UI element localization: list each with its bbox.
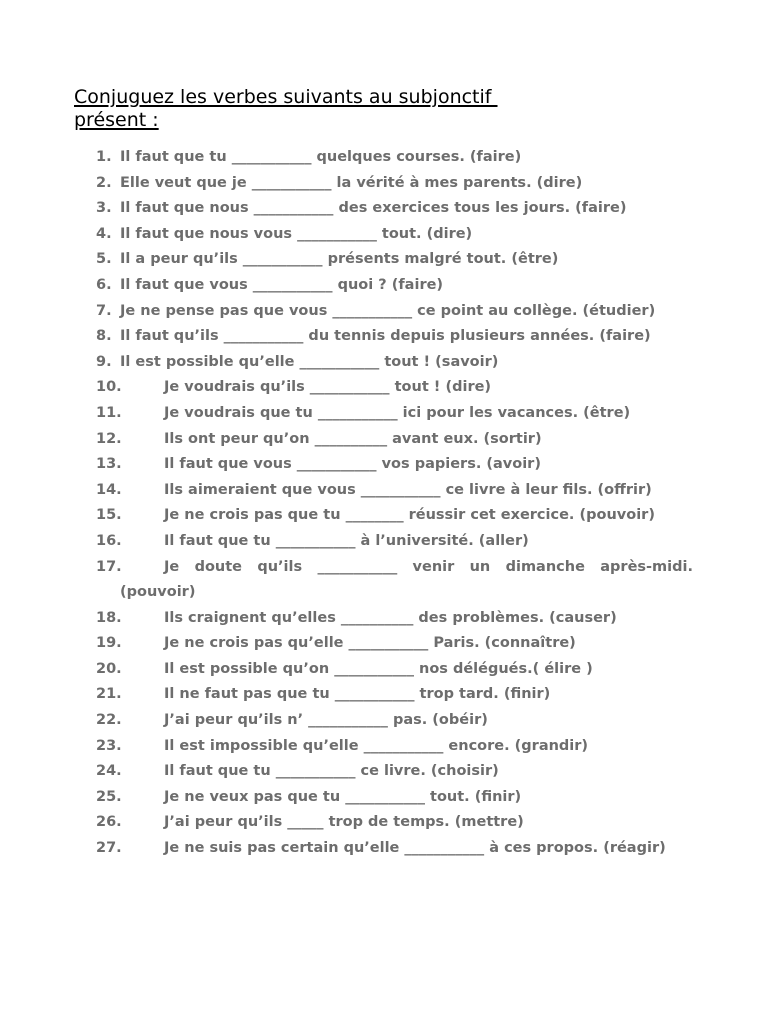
item-text: Je voudrais que tu ___________ ici pour les vacances. (être): [164, 404, 631, 421]
item-text: J’ai peur qu’ils _____ trop de temps. (mettre): [164, 814, 524, 831]
item-text: Ils aimeraient que vous ___________ ce livre à leur fils. (offrir): [164, 481, 652, 498]
item-text: Ils ont peur qu’on __________ avant eux. (sortir): [164, 430, 542, 447]
exercise-item: [0, 273, 768, 299]
item-text: Il faut que tu ___________ à l’université. (aller): [164, 532, 529, 549]
item-number: 19.: [96, 635, 122, 652]
item-number: 14.: [96, 481, 122, 498]
item-text: Ils craignent qu’elles __________ des problèmes. (causer): [164, 609, 617, 626]
item-text: J’ai peur qu’ils n’ ___________ pas. (obéir): [164, 712, 488, 729]
item-text: Je ne crois pas que tu ________ réussir cet exercice. (pouvoir): [164, 507, 655, 524]
item-text: Il faut que tu ___________ quelques courses. (faire): [120, 149, 522, 165]
item-number: 27.: [96, 840, 122, 857]
item-number: 4.: [96, 225, 112, 242]
exercise-item: [0, 682, 768, 708]
exercise-item: [0, 401, 768, 427]
item-text: Il ne faut pas que tu ___________ trop tard. (finir): [164, 686, 551, 703]
item-number: 5.: [96, 251, 112, 268]
exercise-item: [0, 836, 768, 862]
page-title: Conjuguez les verbes suivants au subjonctif présent :: [74, 86, 492, 131]
exercise-item: [0, 555, 768, 606]
item-number: 7.: [96, 302, 112, 319]
item-number: 9.: [96, 353, 112, 370]
exercise-item: [0, 375, 768, 401]
exercise-item: [0, 529, 768, 555]
item-text: Je ne pense pas que vous ___________ ce point au collège. (étudier): [120, 302, 656, 319]
item-text: Il faut que nous vous ___________ tout. (dire): [120, 225, 473, 242]
item-number: 21.: [96, 686, 122, 703]
item-number: 24.: [96, 763, 122, 780]
item-number: 10.: [96, 379, 122, 396]
exercise-item: [0, 196, 768, 222]
item-number: 23.: [96, 737, 122, 754]
exercise-item: [0, 759, 768, 785]
item-number: 12.: [96, 430, 122, 447]
item-number: 17.: [96, 558, 122, 575]
item-number: 11.: [96, 404, 122, 421]
exercise-item: [0, 734, 768, 760]
item-text: Il faut que vous ___________ vos papiers. (avoir): [164, 456, 541, 473]
item-number: 1.: [96, 149, 112, 165]
exercise-item: [0, 427, 768, 453]
exercise-item: [0, 503, 768, 529]
item-number: 22.: [96, 712, 122, 729]
item-number: 15.: [96, 507, 122, 524]
item-text: Il faut qu’ils ___________ du tennis depuis plusieurs années. (faire): [120, 328, 651, 345]
exercise-item: [0, 606, 768, 632]
exercise-item: [0, 350, 768, 376]
item-text: Elle veut que je ___________ la vérité à mes parents. (dire): [120, 174, 583, 191]
exercise-item: [0, 810, 768, 836]
exercise-item: [0, 145, 768, 171]
exercise-item: [0, 299, 768, 325]
exercise-list: [0, 145, 768, 862]
item-number: 3.: [96, 200, 112, 217]
item-number: 20.: [96, 660, 122, 677]
item-number: 25.: [96, 788, 122, 805]
item-text: Je doute qu’ils ___________ venir un dimanche après-midi. (pouvoir): [120, 558, 693, 601]
item-text: Il faut que vous ___________ quoi ? (faire): [120, 276, 444, 293]
exercise-item: [0, 478, 768, 504]
item-text: Il faut que nous ___________ des exercices tous les jours. (faire): [120, 200, 627, 217]
item-number: 16.: [96, 532, 122, 549]
item-text: Il faut que tu ___________ ce livre. (choisir): [164, 763, 499, 780]
item-text: Je voudrais qu’ils ___________ tout ! (dire): [164, 379, 492, 396]
exercise-item: [0, 247, 768, 273]
item-number: 2.: [96, 174, 112, 191]
item-number: 18.: [96, 609, 122, 626]
item-text: Il est impossible qu’elle ___________ encore. (grandir): [164, 737, 589, 754]
exercise-item: [0, 657, 768, 683]
exercise-item: [0, 324, 768, 350]
item-text: Je ne crois pas qu’elle ___________ Paris. (connaître): [164, 635, 576, 652]
exercise-item: [0, 452, 768, 478]
item-number: 8.: [96, 328, 112, 345]
exercise-item: [0, 785, 768, 811]
item-number: 6.: [96, 276, 112, 293]
item-text: Je ne suis pas certain qu’elle ___________ à ces propos. (réagir): [164, 840, 666, 857]
exercise-item: [0, 222, 768, 248]
exercise-item: [0, 631, 768, 657]
exercise-item: [0, 708, 768, 734]
item-text: Je ne veux pas que tu ___________ tout. (finir): [164, 788, 522, 805]
item-number: 13.: [96, 456, 122, 473]
item-text: Il est possible qu’elle ___________ tout ! (savoir): [120, 353, 499, 370]
item-text: Il est possible qu’on ___________ nos délégués.( élire ): [164, 660, 593, 677]
exercise-item: [0, 171, 768, 197]
item-number: 26.: [96, 814, 122, 831]
item-text: Il a peur qu’ils ___________ présents malgré tout. (être): [120, 251, 559, 268]
